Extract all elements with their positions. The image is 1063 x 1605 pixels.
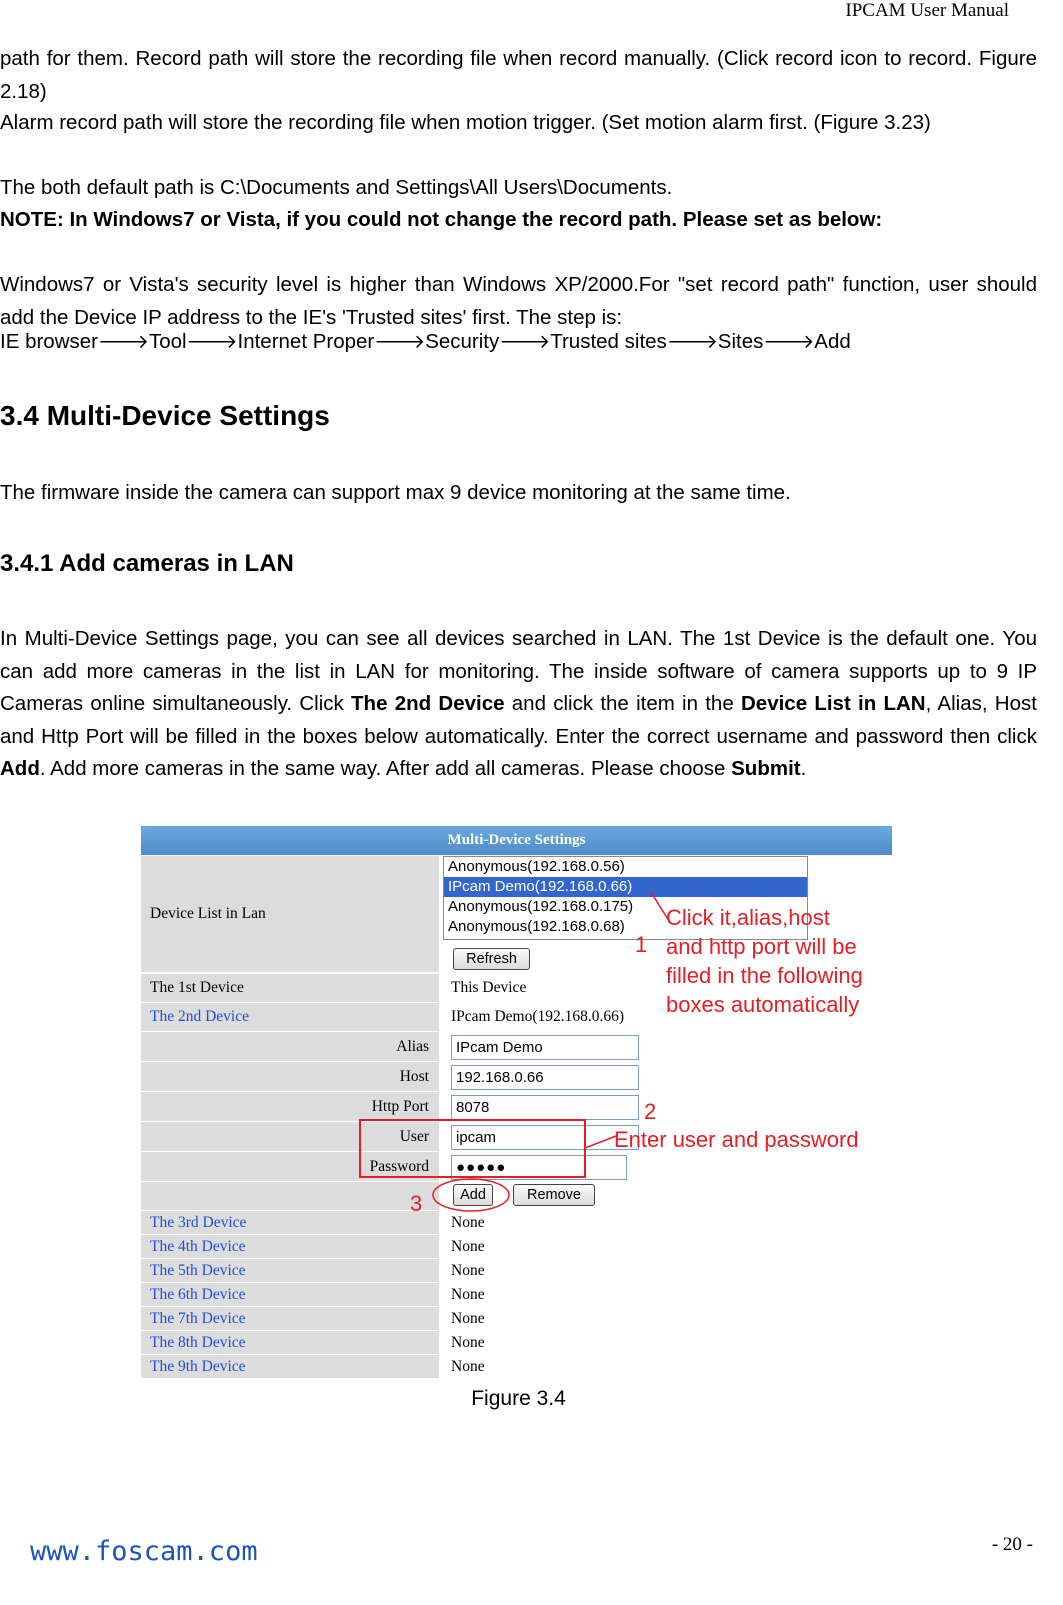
host-label: Host (141, 1062, 439, 1091)
annotation-2-number: 2 (644, 1099, 657, 1124)
device-list-item[interactable]: Anonymous(192.168.0.175) (448, 898, 634, 915)
figure-caption: Figure 3.4 (471, 1387, 566, 1410)
paragraph-add-cameras (0, 623, 1037, 786)
first-device-value: This Device (441, 974, 892, 1002)
sixth-device-value: None (441, 1283, 892, 1306)
running-header: IPCAM User Manual (845, 0, 1009, 21)
sixth-device-link[interactable]: The 6th Device (141, 1283, 439, 1306)
device-list-label: Device List in Lan (141, 856, 439, 972)
para6-text-c: and click the item in the (504, 692, 741, 715)
paragraph-windows7: Windows7 or Vista's security level is higher than Windows XP/2000.For "set record path" function, user should add the Device IP address to the IE's 'Trusted sites' first. The step is: (0, 273, 1037, 329)
para6-bold-device-list: Device List in LAN (740, 692, 926, 715)
password-input[interactable]: ●●●●● (451, 1155, 627, 1180)
annotation-1-line: Click it,alias,host (666, 905, 830, 930)
section-heading-3-4: 3.4 Multi-Device Settings (0, 400, 330, 431)
third-device-value: None (441, 1211, 892, 1234)
third-device-link[interactable]: The 3rd Device (141, 1211, 439, 1234)
annotation-1-line: filled in the following (666, 963, 863, 988)
user-password-highlight-box (360, 1120, 585, 1177)
paragraph-alarm-path: Alarm record path will store the recording file when motion trigger. (Set motion alarm first. (Figure 3.23) (0, 111, 931, 134)
alias-input[interactable]: IPcam Demo (451, 1035, 639, 1060)
http-port-input[interactable]: 8078 (451, 1095, 639, 1120)
eighth-device-link[interactable]: The 8th Device (141, 1331, 439, 1354)
para6-text-a: In Multi-Device Settings page, you can see all devices searched in LAN. The 1st Device is the default one. You can add more cameras in the list in LAN for monitoring. The inside software of camera supports up to 9 IP Cameras online simultaneously. Click (0, 627, 1037, 715)
device-list-item[interactable]: Anonymous(192.168.0.68) (448, 918, 625, 935)
multi-device-settings-screenshot (141, 826, 892, 1379)
first-device-label: The 1st Device (141, 974, 439, 1002)
note-paragraph: NOTE: In Windows7 or Vista, if you could not change the record path. Please set as below: (0, 208, 883, 231)
step-add: Add (814, 330, 851, 353)
para6-bold-2nd: The 2nd (351, 692, 432, 715)
user-input[interactable]: ipcam (451, 1125, 639, 1150)
arrow-icon: 🡒 (763, 332, 815, 353)
step-ie-browser: IE browser (0, 330, 98, 353)
annotation-2-leader-line (585, 1136, 616, 1148)
paragraph-max-devices: The firmware inside the camera can support max 9 device monitoring at the same time. (0, 481, 791, 504)
arrow-icon: 🡒 (374, 332, 426, 353)
para6-text-e: , Alias, Host and Http Port will be filled in the boxes below automatically. Enter the correct username and password then click (0, 692, 1037, 748)
ninth-device-value: None (441, 1355, 892, 1378)
annotation-1-line: boxes automatically (666, 992, 860, 1017)
fifth-device-link[interactable]: The 5th Device (141, 1259, 439, 1282)
http-port-label: Http Port (141, 1092, 439, 1121)
paragraph-default-path: The both default path is C:\Documents and Settings\All Users\Documents. (0, 176, 673, 199)
paragraph-record-path: path for them. Record path will store the recording file when record manually. (Click record icon to record. Figure 2.18) (0, 47, 1037, 103)
step-trusted-sites: Trusted sites (550, 330, 667, 353)
fourth-device-link[interactable]: The 4th Device (141, 1235, 439, 1258)
alias-label: Alias (141, 1032, 439, 1061)
ninth-device-link[interactable]: The 9th Device (141, 1355, 439, 1378)
annotation-1-line: and http port will be (666, 934, 857, 959)
device-list-item-selected[interactable]: IPcam Demo(192.168.0.66) (444, 877, 807, 897)
user-label: User (141, 1122, 439, 1151)
para6-bold-add: Add (0, 757, 40, 780)
footer-website-link[interactable]: www.foscam.com (30, 1536, 258, 1567)
arrow-icon: 🡒 (186, 332, 238, 353)
step-tool: Tool (148, 330, 187, 353)
arrow-icon: 🡒 (499, 332, 551, 353)
para6-bold-submit: Submit (731, 757, 801, 780)
annotation-1-text (666, 903, 863, 1019)
fifth-device-value: None (441, 1259, 892, 1282)
second-device-value: IPcam Demo(192.168.0.66) (441, 1003, 892, 1031)
section-heading-3-4-1: 3.4.1 Add cameras in LAN (0, 550, 294, 577)
steps-line (0, 326, 1037, 360)
para6-bold-device: Device (438, 692, 505, 715)
password-label: Password (141, 1152, 439, 1181)
page-number: - 20 - (991, 1534, 1033, 1555)
para6-text-i: . (800, 757, 807, 780)
step-internet-proper: Internet Proper (237, 330, 375, 353)
refresh-button[interactable]: Refresh (453, 948, 530, 970)
host-input[interactable]: 192.168.0.66 (451, 1065, 639, 1090)
para6-text-g: . Add more cameras in the same way. After add all cameras. Please choose (39, 757, 732, 780)
arrow-icon: 🡒 (666, 332, 718, 353)
device-list-item[interactable]: Anonymous(192.168.0.56) (448, 858, 625, 875)
step-sites: Sites (717, 330, 764, 353)
add-button[interactable]: Add (453, 1184, 493, 1206)
fourth-device-value: None (441, 1235, 892, 1258)
eighth-device-value: None (441, 1331, 892, 1354)
annotation-3-number: 3 (410, 1191, 423, 1216)
arrow-icon: 🡒 (97, 332, 149, 353)
step-security: Security (425, 330, 500, 353)
second-device-link[interactable]: The 2nd Device (141, 1003, 439, 1031)
seventh-device-link[interactable]: The 7th Device (141, 1307, 439, 1330)
annotation-1-number: 1 (635, 932, 648, 957)
panel-title: Multi-Device Settings (141, 826, 892, 855)
add-button-highlight-ellipse (433, 1179, 509, 1211)
annotation-2-text: Enter user and password (614, 1127, 859, 1152)
remove-button[interactable]: Remove (513, 1184, 595, 1206)
seventh-device-value: None (441, 1307, 892, 1330)
